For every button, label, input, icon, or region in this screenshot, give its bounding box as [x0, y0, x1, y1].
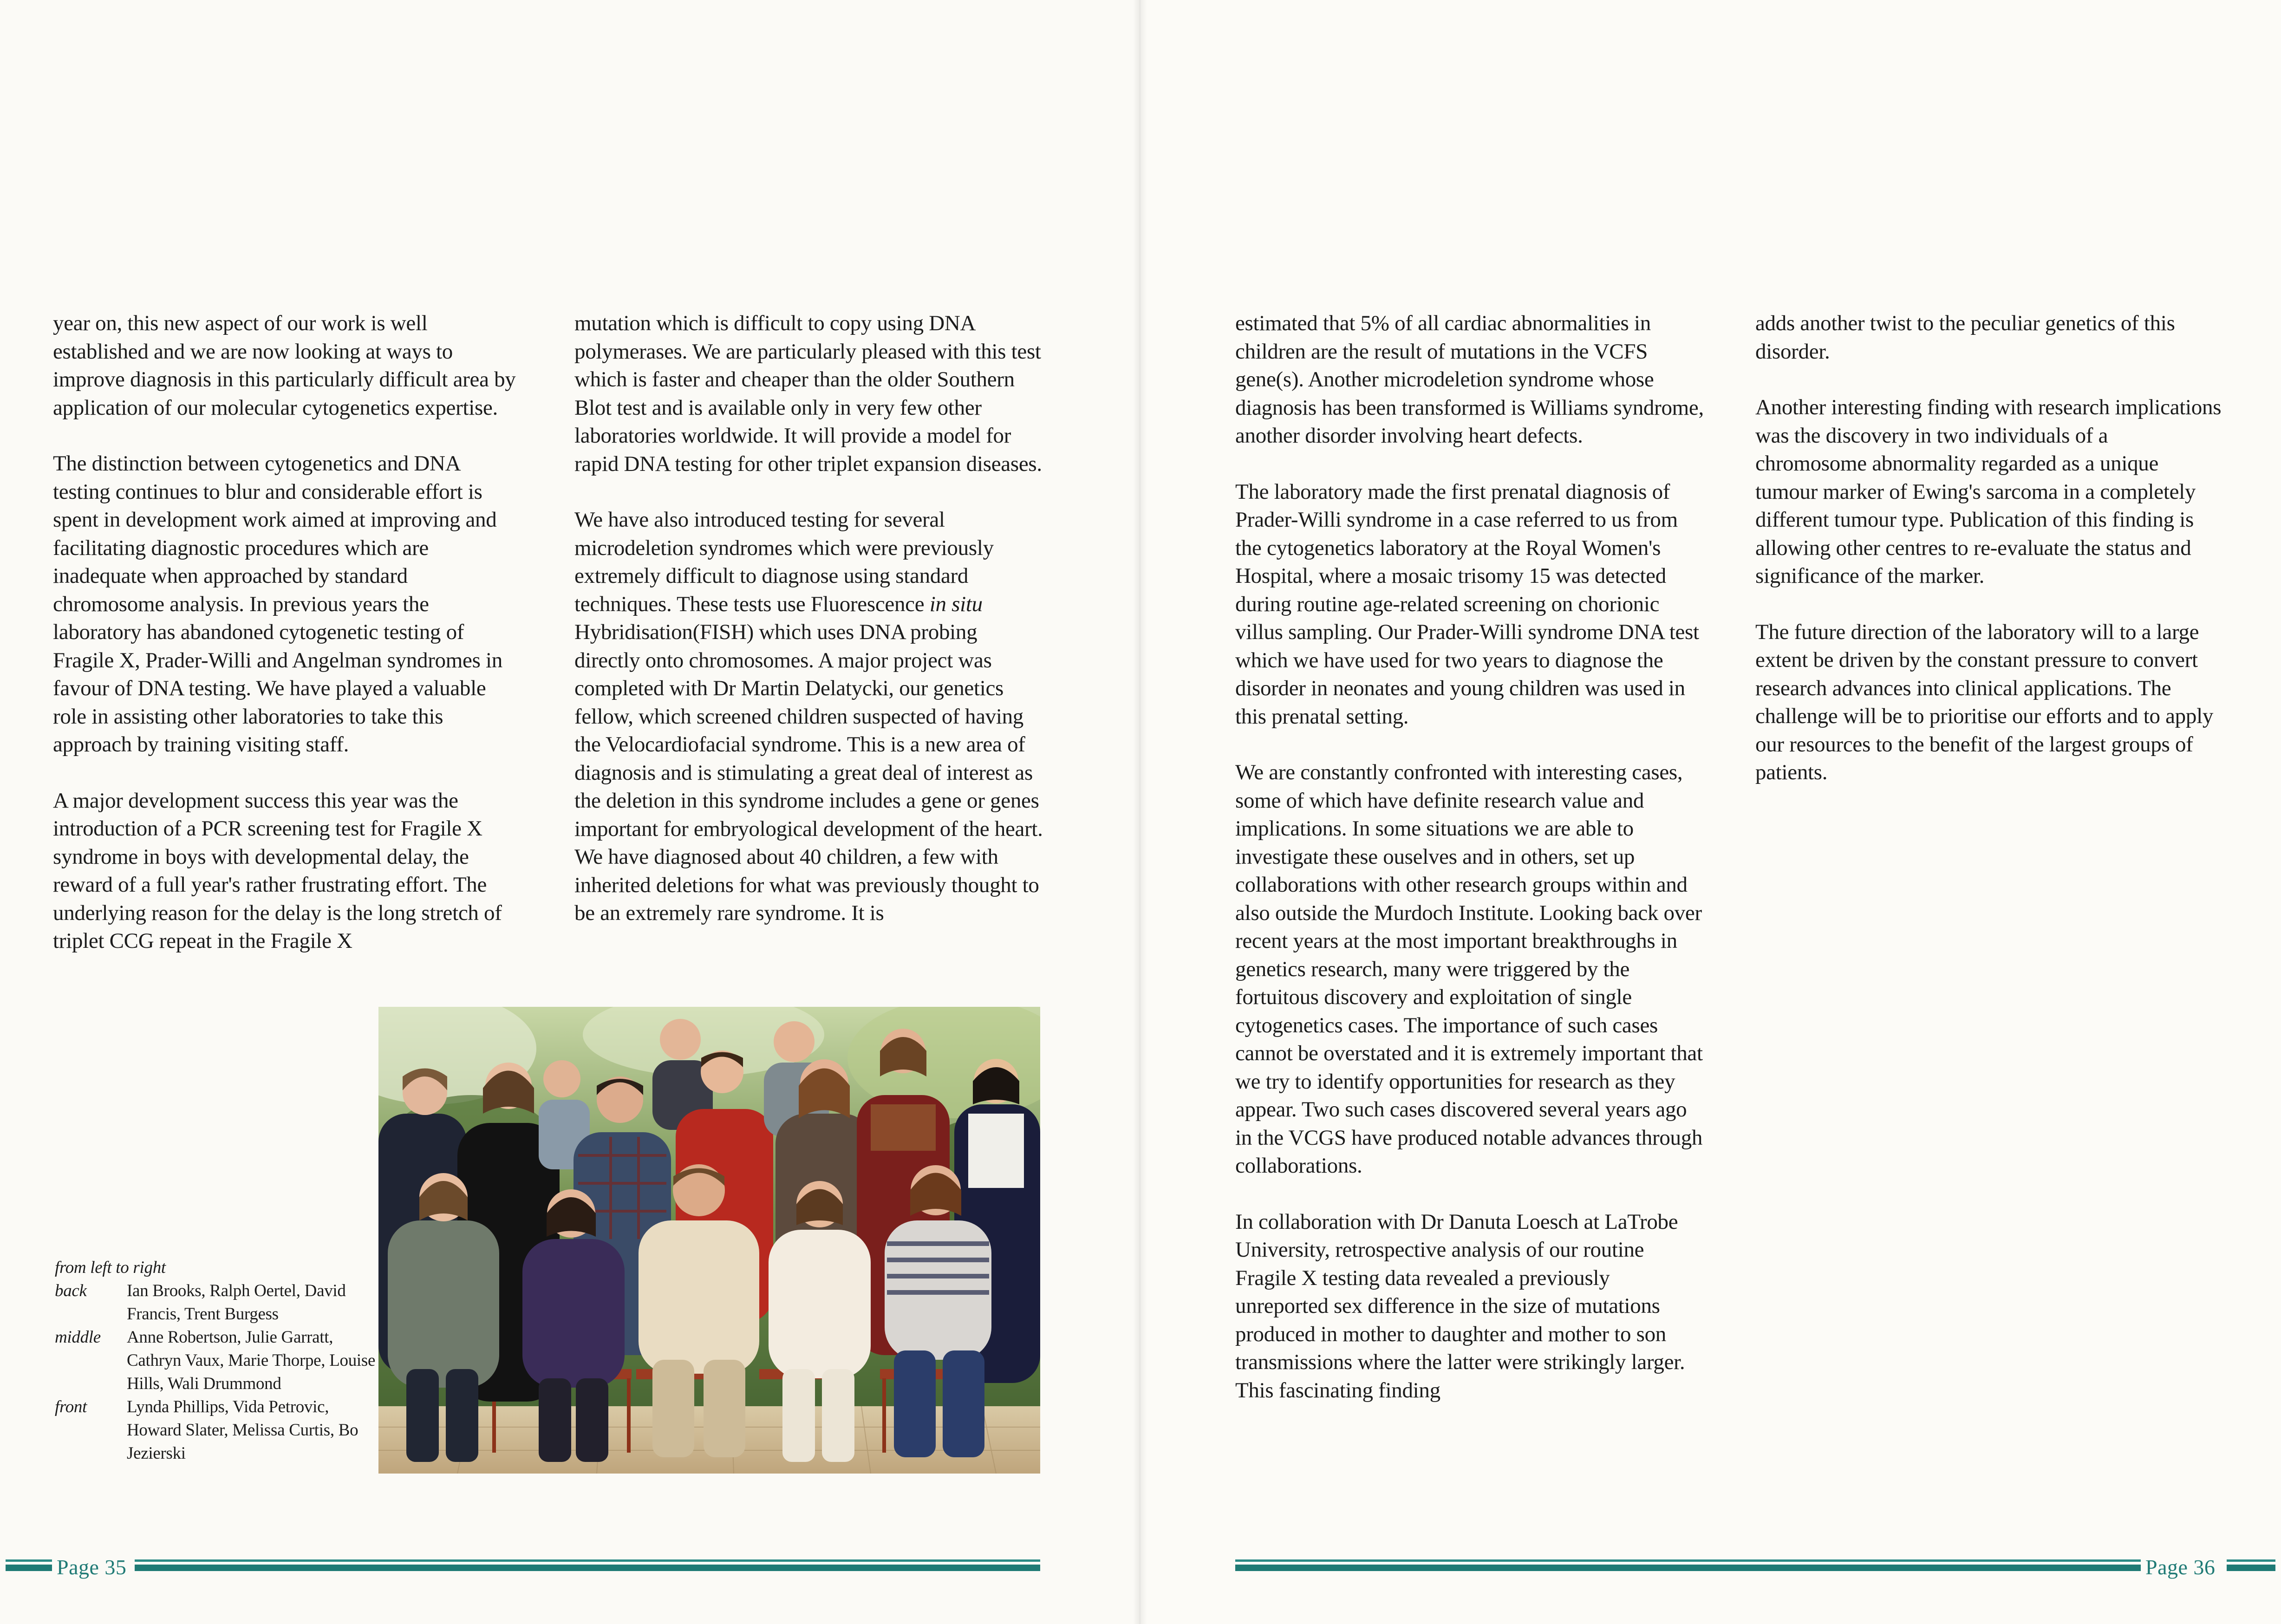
caption-row-back [55, 1279, 380, 1326]
caption-heading: from left to right [55, 1258, 166, 1277]
paragraph [574, 506, 1043, 927]
paragraph: The future direction of the laboratory will to a large extent be driven by the constant pressure to convert research advances into clinical applications. The challenge will be to prioritise our efforts and to apply our resources to the benefit of the largest groups of patients. [1755, 620, 2214, 784]
paragraph: We are constantly confronted with interesting cases, some of which have definite research value and implications. In some situations we are able to investigate these ouselves and in others, set up collaborations with other research groups within and also outside the Murdoch Institute. Looking back over recent years at the most important breakthroughs in genetics research, many were triggered by the fortuitous discovery and exploitation of single cytogenetics cases. The importance of such cases cannot be overstated and it is extremely important that we try to identify opportunities for research as they appear. Two such cases discovered several years ago in the VCGS have produced notable advances through collaborations. [1235, 760, 1703, 1178]
caption-row-names: Lynda Phillips, Vida Petrovic, Howard Slater, Melissa Curtis, Bo Jezierski [127, 1397, 358, 1463]
paragraph: A major development success this year was the introduction of a PCR screening test for Fragile X syndrome in boys with developmental delay, the reward of a full year's rather frustrating effort. The underlying reason for the delay is the long stretch of triplet CCG repeat in the Fragile X [53, 788, 502, 953]
photo-caption [55, 1256, 380, 1465]
footer-rule [2227, 1557, 2275, 1572]
paragraph-text: We have also introduced testing for several microdeletion syndromes which were previously extremely difficult to diagnose using standard techniques. These tests use Fluorescence [574, 508, 994, 616]
caption-row-middle [55, 1326, 380, 1396]
footer-rule [6, 1557, 52, 1572]
page-number-right: Page 36 [2145, 1555, 2216, 1579]
footer-rule [135, 1557, 1040, 1572]
book-gutter [1133, 0, 1147, 1624]
caption-row-key: back [55, 1281, 87, 1300]
paragraph: mutation which is difficult to copy using DNA polymerases. We are particularly pleased with this test which is faster and cheaper than the older Southern Blot test and is available only in very few other laboratories worldwide. It will provide a model for rapid DNA testing for other triplet expansion diseases. [574, 311, 1042, 476]
footer-rule [1235, 1557, 2141, 1572]
text-column-1 [53, 309, 522, 955]
caption-row-key: middle [55, 1328, 101, 1347]
paragraph: Another interesting finding with research implications was the discovery in two individuals of a chromosome abnormality regarded as a unique tumour marker of Ewing's sarcoma in a completely different tumour type. Publication of this finding is allowing other centres to re-evaluate the status and significance of the marker. [1755, 395, 2222, 588]
paragraph-text: Hybridisation(FISH) which uses DNA probing directly onto chromosomes. A major project was completed with Dr Martin Delatycki, our genetics fellow, which screened children suspected of having the Velocardiofacial syndrome. This is a new area of diagnosis and is stimulating a great deal of interest as the deletion in this syndrome includes a gene or genes important for embryological development of the heart. We have diagnosed about 40 children, a few with inherited deletions for what was previously thought to be an extremely rare syndrome. It is [574, 620, 1043, 925]
caption-row-key: front [55, 1397, 87, 1416]
paragraph: The distinction between cytogenetics and DNA testing continues to blur and considerable effort is spent in development work aimed at improving and facilitating diagnostic procedures which are inadequate when approached by standard chromosome analysis. In previous years the laboratory has abandoned cytogenetic testing of Fragile X, Prader-Willi and Angelman syndromes in favour of DNA testing. We have played a valuable role in assisting other laboratories to take this approach by training visiting staff. [53, 451, 502, 757]
group-photo [378, 1007, 1040, 1474]
text-column-4 [1755, 309, 2224, 787]
text-column-2 [574, 309, 1043, 927]
paragraph: year on, this new aspect of our work is well established and we are now looking at ways to improve diagnosis in this particularly difficult area by application of our molecular cytogenetics expertise. [53, 311, 516, 420]
caption-row-names: Anne Robertson, Julie Garratt, Cathryn Vaux, Marie Thorpe, Louise Hills, Wali Drummond [127, 1328, 376, 1393]
page-number-left: Page 35 [57, 1555, 127, 1579]
paragraph: In collaboration with Dr Danuta Loesch at LaTrobe University, retrospective analysis of our routine Fragile X testing data revealed a previously unreported sex difference in the size of mutations produced in mother to daughter and mother to son transmissions where the latter were strikingly larger. This fascinating finding [1235, 1209, 1685, 1402]
group-photo-icon [378, 1007, 1040, 1474]
italic-term: in situ [929, 592, 983, 616]
caption-row-names: Ian Brooks, Ralph Oertel, David Francis, Trent Burgess [127, 1281, 346, 1324]
paragraph: The laboratory made the first prenatal diagnosis of Prader-Willi syndrome in a case referred to us from the cytogenetics laboratory at the Royal Women's Hospital, where a mosaic trisomy 15 was detected during routine age-related screening on chorionic villus sampling. Our Prader-Willi syndrome DNA test which we have used for two years to diagnose the disorder in neonates and young children was used in this prenatal setting. [1235, 479, 1699, 729]
paragraph: adds another twist to the peculiar genetics of this disorder. [1755, 311, 2175, 364]
caption-row-front [55, 1396, 380, 1465]
paragraph: estimated that 5% of all cardiac abnormalities in children are the result of mutations in the VCFS gene(s). Another microdeletion syndrome whose diagnosis has been transformed is Williams syndrome, another disorder involving heart defects. [1235, 311, 1704, 448]
text-column-3 [1235, 309, 1704, 1404]
